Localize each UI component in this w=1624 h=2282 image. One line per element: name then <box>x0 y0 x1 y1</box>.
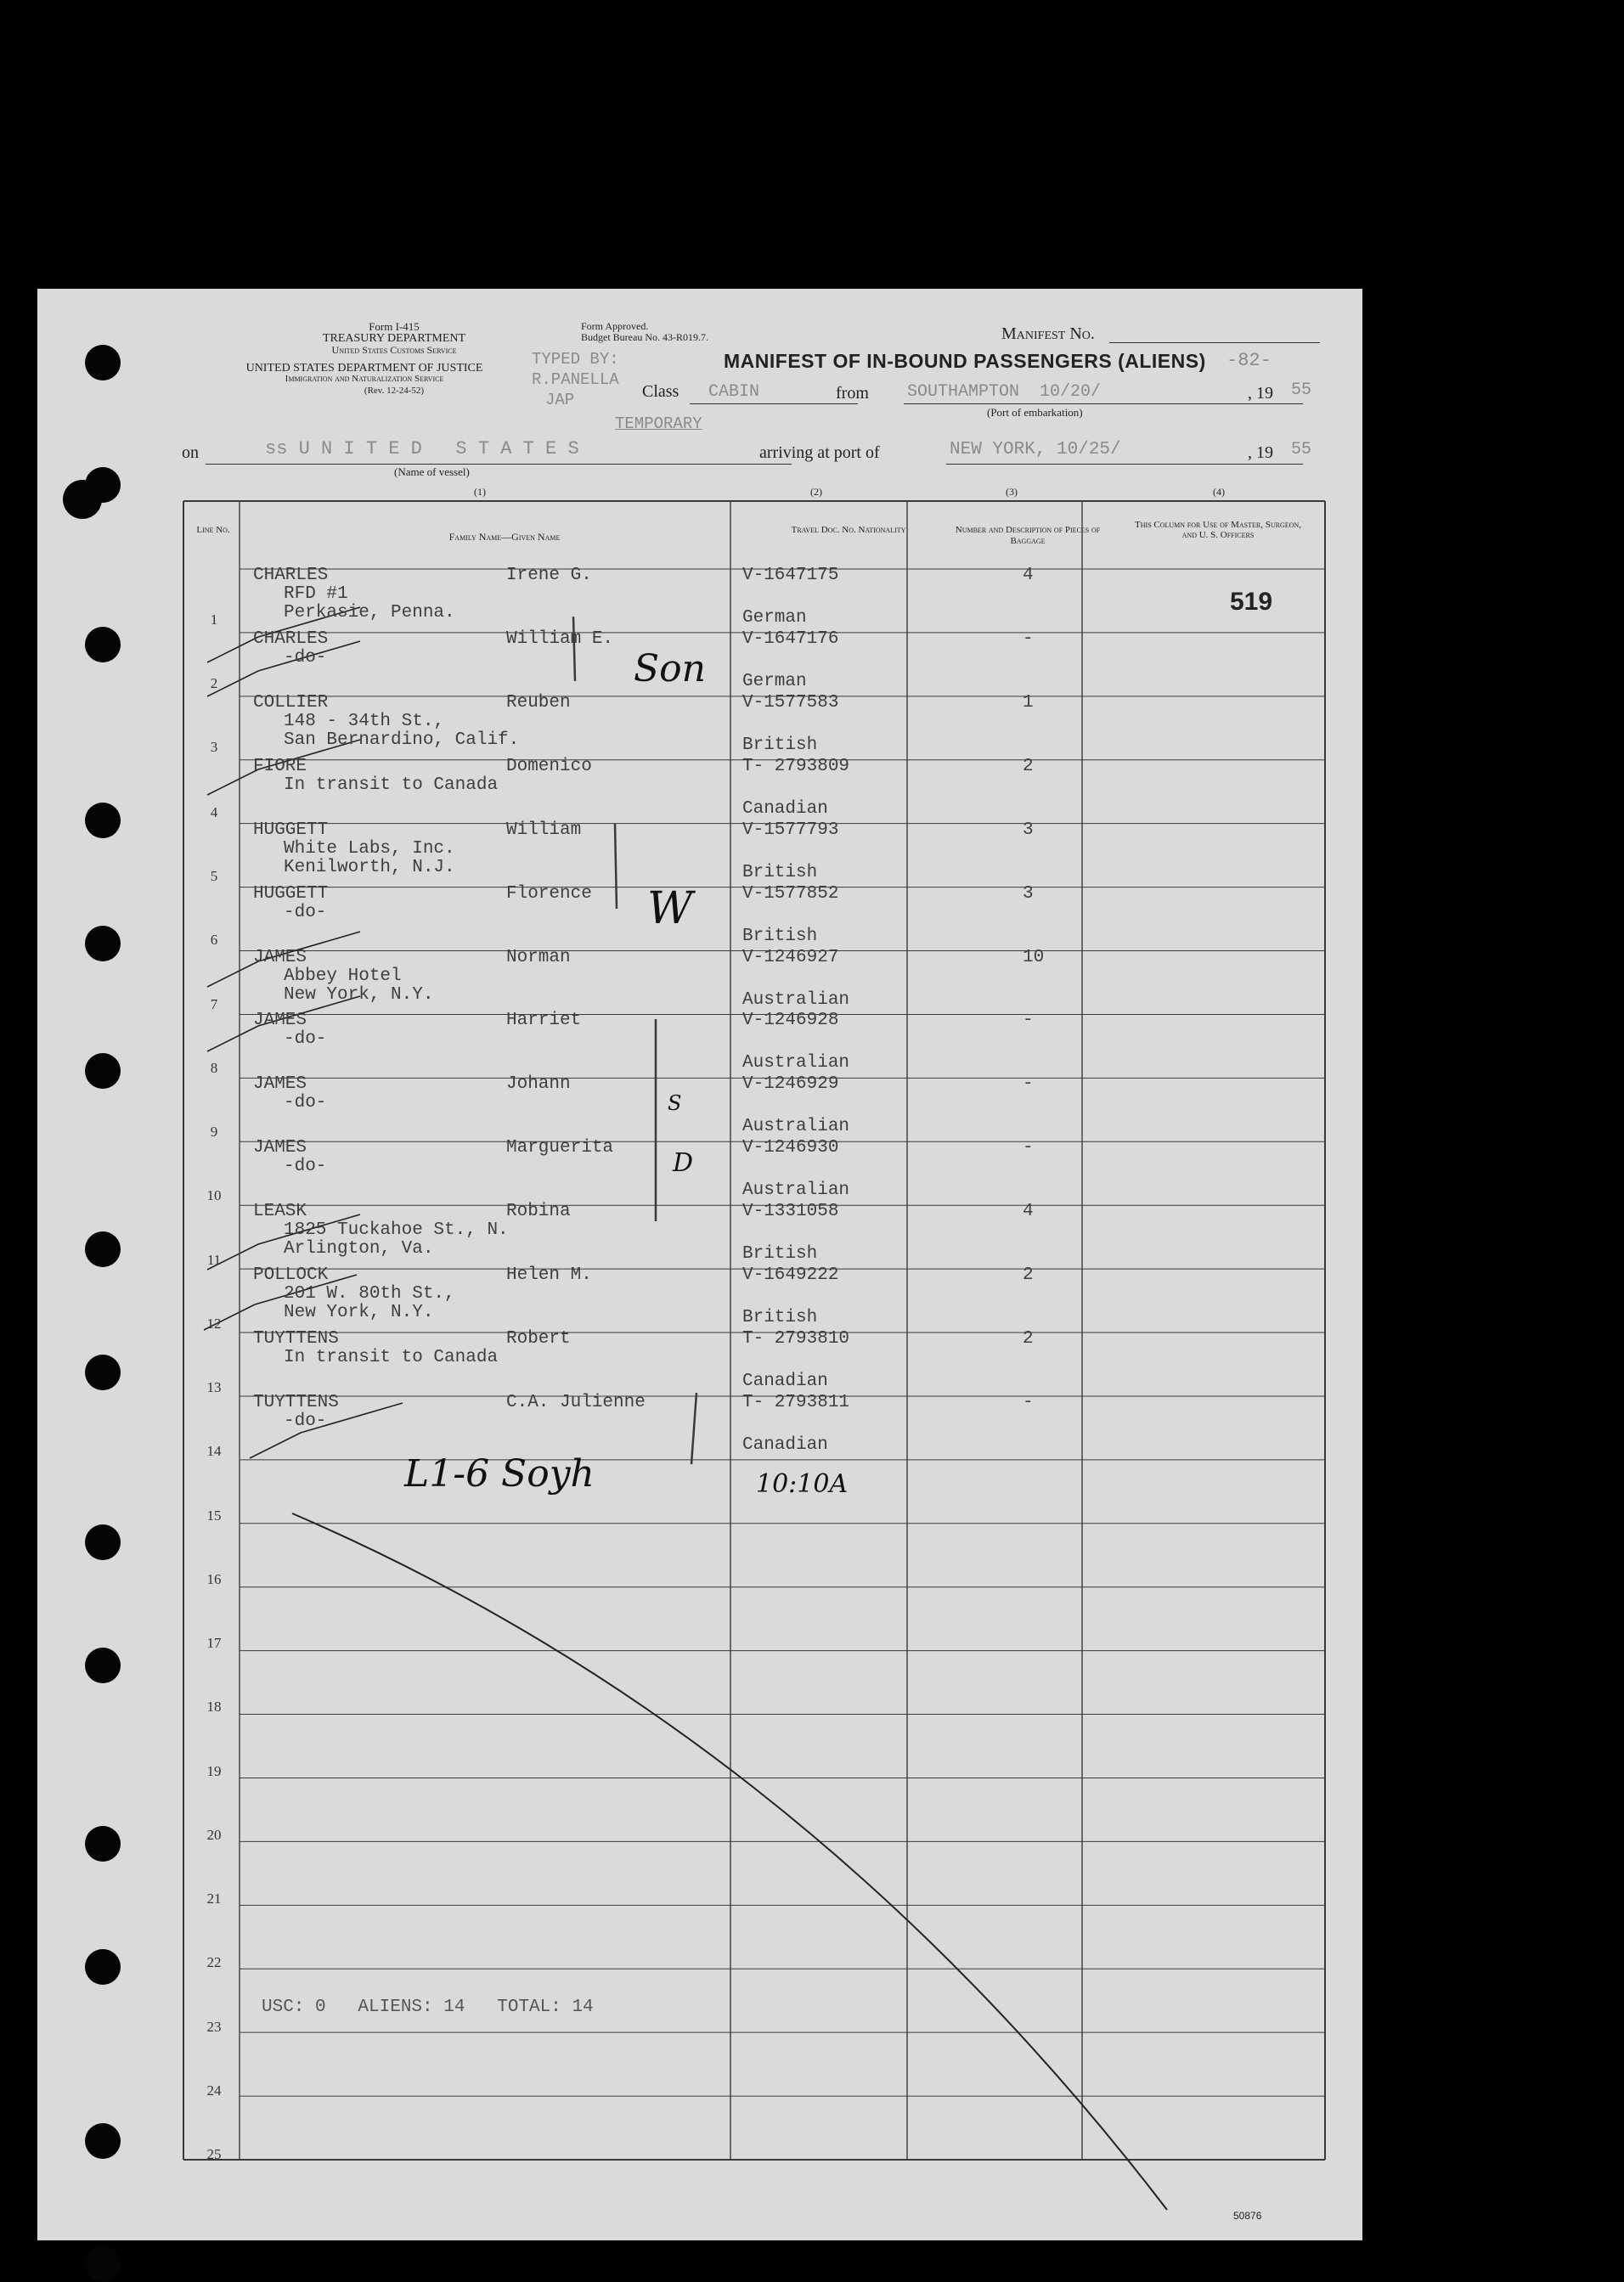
passenger-given-name: C.A. Julienne <box>506 1392 646 1412</box>
line-number: 2 <box>210 675 218 691</box>
passenger-given-name: Johann <box>506 1074 571 1095</box>
passenger-address-line: San Bernardino, Calif. <box>284 730 520 750</box>
header-baggage: Number and Description of Pieces of Baggage <box>955 525 1101 546</box>
passenger-nationality: Australian <box>742 1180 850 1201</box>
from-label: from <box>836 384 869 403</box>
passenger-travel-doc: T- 2793811 <box>742 1392 850 1412</box>
line-number: 23 <box>206 2019 222 2035</box>
line-number: 1 <box>210 611 218 628</box>
passenger-given-name: William <box>506 820 582 840</box>
passenger-given-name: Robert <box>506 1329 571 1349</box>
passenger-nationality: German <box>742 608 807 628</box>
passenger-address-line: Perkasie, Penna. <box>284 603 455 623</box>
header-name: Family Name—Given Name <box>448 531 561 543</box>
column-number-1: (1) <box>474 486 486 498</box>
typed-by-label: TYPED BY: <box>532 350 619 369</box>
passenger-nationality: Canadian <box>742 798 828 819</box>
manifest-sheet <box>37 289 1362 2240</box>
passenger-family-name: JAMES <box>253 1138 307 1158</box>
cancellation-stroke <box>292 1513 1167 2210</box>
passenger-nationality: British <box>742 1244 818 1265</box>
footer-code: 50876 <box>1233 2210 1262 2222</box>
passenger-baggage-count: 2 <box>1023 1329 1034 1349</box>
passenger-given-name: Harriet <box>506 1011 582 1031</box>
passenger-family-name: HUGGETT <box>253 820 329 840</box>
passenger-travel-doc: V-1246929 <box>742 1074 839 1095</box>
line-number: 6 <box>210 932 218 948</box>
line-number: 15 <box>206 1507 222 1524</box>
year2-prefix: , 19 <box>1248 443 1273 462</box>
line-number: 22 <box>206 1954 222 1970</box>
passenger-travel-doc: V-1246930 <box>742 1138 839 1158</box>
handwritten-bracket <box>615 824 617 909</box>
header-line-no: Line No. <box>196 525 230 535</box>
passenger-family-name: JAMES <box>253 947 307 967</box>
manifest-title: MANIFEST OF IN-BOUND PASSENGERS (ALIENS) <box>724 350 1206 372</box>
line-number: 18 <box>206 1699 222 1715</box>
passenger-address-line: In transit to Canada <box>284 775 499 795</box>
passenger-given-name: Norman <box>506 947 571 967</box>
passenger-given-name: Helen M. <box>506 1265 592 1286</box>
arrival-port: NEW YORK, 10/25/ <box>950 440 1121 459</box>
line-number: 14 <box>206 1443 222 1459</box>
passenger-nationality: Australian <box>742 1053 850 1073</box>
line-number: 25 <box>206 2146 222 2162</box>
on-label: on <box>182 443 199 462</box>
passenger-given-name: Marguerita <box>506 1138 614 1158</box>
passenger-travel-doc: V-1647176 <box>742 628 839 649</box>
passenger-baggage-count: 3 <box>1023 820 1034 840</box>
treasury-dept: TREASURY DEPARTMENT <box>322 332 466 345</box>
passenger-address-line: -do- <box>284 1411 327 1431</box>
passenger-family-name: JAMES <box>253 1074 307 1095</box>
line-number: 12 <box>206 1316 222 1332</box>
passenger-travel-doc: V-1577852 <box>742 883 839 904</box>
handwritten-w: W <box>647 883 693 934</box>
passenger-family-name: LEASK <box>253 1202 307 1222</box>
column-number-4: (4) <box>1213 486 1225 498</box>
handwritten-bracket <box>573 617 575 681</box>
form-approved: Form Approved. <box>581 320 649 332</box>
passenger-travel-doc: V-1649222 <box>742 1265 839 1286</box>
vessel-name-label: (Name of vessel) <box>394 465 470 478</box>
passenger-address-line: In transit to Canada <box>284 1348 499 1368</box>
passenger-address-line: Kenilworth, N.J. <box>284 857 455 877</box>
line-number: 16 <box>206 1571 222 1587</box>
passenger-given-name: Florence <box>506 883 592 904</box>
passenger-address-line: Abbey Hotel <box>284 966 402 986</box>
passenger-baggage-count: 10 <box>1023 947 1045 967</box>
vessel-name: ss U N I T E D S T A T E S <box>265 438 579 459</box>
column-number-3: (3) <box>1006 486 1018 498</box>
passenger-family-name: COLLIER <box>253 692 329 713</box>
line-number: 17 <box>206 1635 222 1651</box>
passenger-address-line: Arlington, Va. <box>284 1239 434 1259</box>
from-value: SOUTHAMPTON 10/20/ <box>907 382 1102 402</box>
temporary-stamp: TEMPORARY <box>615 414 702 433</box>
manifest-no-label: Manifest No. <box>1001 324 1095 343</box>
passenger-family-name: CHARLES <box>253 628 329 649</box>
line-number: 10 <box>206 1187 222 1203</box>
stamp-number: 519 <box>1230 588 1273 616</box>
line-number: 7 <box>210 996 218 1012</box>
class-label: Class <box>642 382 679 401</box>
budget-bureau: Budget Bureau No. 43-R019.7. <box>581 331 708 343</box>
passenger-baggage-count: 4 <box>1023 566 1034 585</box>
handwritten-time: 10:10A <box>756 1469 849 1499</box>
line-number: 5 <box>210 868 218 884</box>
passenger-travel-doc: V-1246928 <box>742 1011 839 1031</box>
handwritten-son: Son <box>634 647 706 690</box>
passenger-baggage-count: - <box>1023 1392 1034 1412</box>
class-value: CABIN <box>708 382 760 402</box>
handwritten-s: S <box>668 1091 682 1115</box>
handwritten-l1-6-initials: L1-6 Soyh <box>404 1452 595 1496</box>
line-number: 19 <box>206 1763 222 1779</box>
passenger-family-name: TUYTTENS <box>253 1329 339 1349</box>
passenger-nationality: Australian <box>742 989 850 1010</box>
passenger-address-line: RFD #1 <box>284 584 348 604</box>
passenger-nationality: Canadian <box>742 1372 828 1392</box>
line-number: 24 <box>206 2082 222 2099</box>
passenger-given-name: Robina <box>506 1202 571 1222</box>
line-number: 4 <box>210 804 218 820</box>
passenger-baggage-count: 1 <box>1023 692 1034 713</box>
passenger-travel-doc: V-1647175 <box>742 566 839 585</box>
year2-value: 55 <box>1291 440 1312 459</box>
form-number: Form I-415 <box>369 320 420 333</box>
passenger-baggage-count: 2 <box>1023 756 1034 776</box>
passenger-baggage-count: 3 <box>1023 883 1034 904</box>
justice-dept: UNITED STATES DEPARTMENT OF JUSTICE <box>245 362 483 375</box>
year1-value: 55 <box>1291 380 1312 400</box>
passenger-travel-doc: T- 2793809 <box>742 756 850 776</box>
line-number: 3 <box>210 739 218 755</box>
punch-hole <box>85 2246 121 2282</box>
passenger-address-line: New York, N.Y. <box>284 984 434 1005</box>
passenger-family-name: POLLOCK <box>253 1265 329 1286</box>
passenger-travel-doc: V-1577583 <box>742 692 839 713</box>
passenger-address-line: -do- <box>284 647 327 668</box>
passenger-given-name: Domenico <box>506 756 592 776</box>
passenger-family-name: JAMES <box>253 1011 307 1031</box>
passenger-family-name: FIORE <box>253 756 307 776</box>
passenger-nationality: British <box>742 862 818 882</box>
passenger-given-name: Irene G. <box>506 566 592 585</box>
passenger-address-line: New York, N.Y. <box>284 1303 434 1323</box>
passenger-nationality: German <box>742 671 807 691</box>
passenger-address-line: White Labs, Inc. <box>284 838 455 859</box>
passenger-nationality: British <box>742 735 818 755</box>
passenger-address-line: 148 - 34th St., <box>284 711 445 731</box>
passenger-address-line: -do- <box>284 1093 327 1113</box>
passenger-address-line: -do- <box>284 1157 327 1177</box>
passenger-travel-doc: V-1246927 <box>742 947 839 967</box>
customs-service: United States Customs Service <box>331 344 457 356</box>
line-number: 21 <box>206 1890 222 1907</box>
header-travel-doc: Travel Doc. No. Nationality <box>791 525 906 535</box>
line-number: 9 <box>210 1124 218 1140</box>
line-number: 13 <box>206 1379 222 1395</box>
passenger-baggage-count: - <box>1023 628 1034 649</box>
header-officers: This Column for Use of Master, Surgeon, and U. S. Officers <box>1135 520 1301 540</box>
totals-line: USC: 0 ALIENS: 14 TOTAL: 14 <box>262 1997 594 2017</box>
passenger-address-line: 1825 Tuckahoe St., N. <box>284 1220 509 1241</box>
passenger-baggage-count: - <box>1023 1074 1034 1095</box>
passenger-family-name: CHARLES <box>253 566 329 585</box>
passenger-travel-doc: V-1577793 <box>742 820 839 840</box>
passenger-nationality: British <box>742 1308 818 1328</box>
ins-service: Immigration and Naturalization Service <box>285 374 444 384</box>
passenger-nationality: British <box>742 926 818 946</box>
arriving-label: arriving at port of <box>759 443 880 462</box>
passenger-nationality: Canadian <box>742 1434 828 1455</box>
passenger-baggage-count: 2 <box>1023 1265 1034 1286</box>
passenger-family-name: HUGGETT <box>253 883 329 904</box>
column-number-2: (2) <box>810 486 822 498</box>
year1-prefix: , 19 <box>1248 384 1273 403</box>
typed-by-name: R.PANELLA <box>532 370 619 389</box>
manifest-no-value: -82- <box>1226 350 1272 371</box>
line-number: 20 <box>206 1827 222 1843</box>
passenger-travel-doc: T- 2793810 <box>742 1329 850 1349</box>
handwritten-d: D <box>673 1148 694 1178</box>
passenger-baggage-count: 4 <box>1023 1202 1034 1222</box>
typed-by-initials: JAP <box>545 391 575 409</box>
passenger-address-line: -do- <box>284 1029 327 1050</box>
passenger-given-name: William E. <box>506 628 614 649</box>
passenger-baggage-count: - <box>1023 1138 1034 1158</box>
handwritten-bracket <box>691 1393 696 1464</box>
line-number: 8 <box>210 1060 218 1076</box>
line-number: 11 <box>206 1252 222 1268</box>
port-embarkation-label: (Port of embarkation) <box>987 406 1083 419</box>
passenger-address-line: 201 W. 80th St., <box>284 1284 455 1304</box>
passenger-baggage-count: - <box>1023 1011 1034 1031</box>
passenger-nationality: Australian <box>742 1117 850 1137</box>
passenger-address-line: -do- <box>284 902 327 922</box>
passenger-travel-doc: V-1331058 <box>742 1202 839 1222</box>
revision: (Rev. 12-24-52) <box>364 386 425 396</box>
passenger-family-name: TUYTTENS <box>253 1392 339 1412</box>
passenger-given-name: Reuben <box>506 692 571 713</box>
